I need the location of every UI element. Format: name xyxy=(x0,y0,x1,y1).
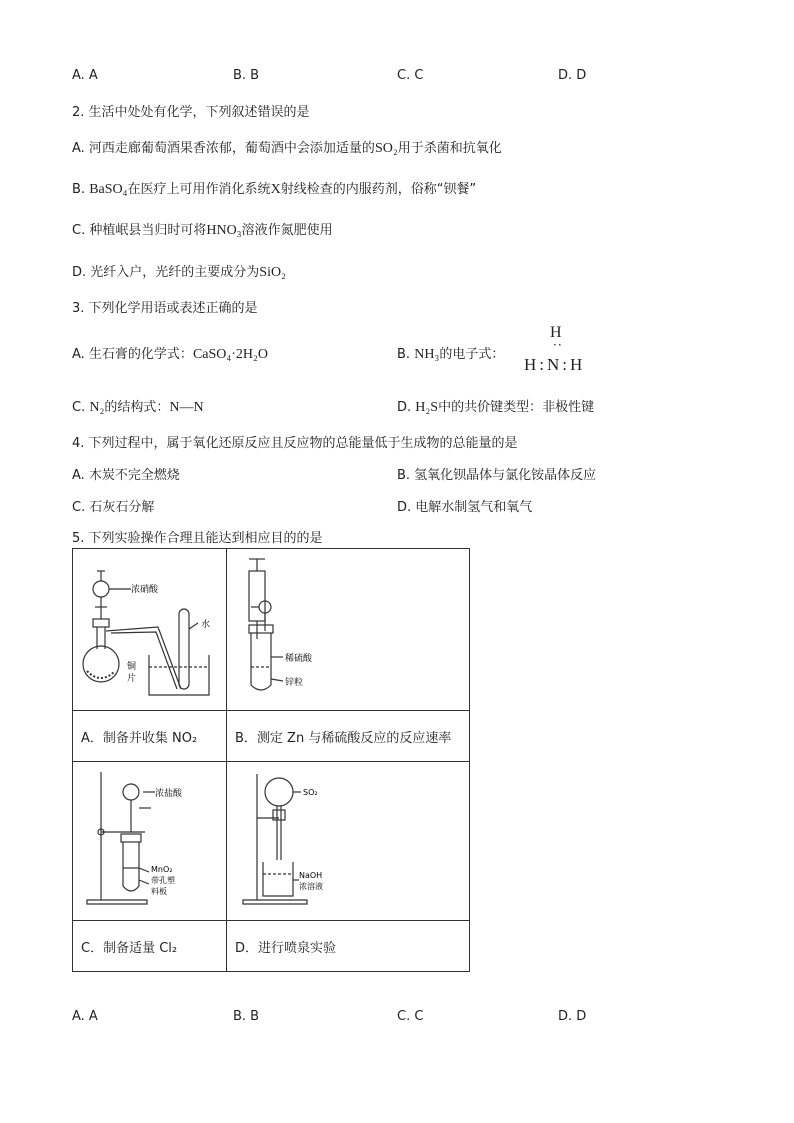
option-a: A. A xyxy=(72,1009,98,1024)
label-water: 水 xyxy=(201,620,211,630)
label-plate-2: 料板 xyxy=(151,887,167,896)
label-copper-2: 片 xyxy=(127,674,137,684)
label-copper-1: 铜 xyxy=(127,662,137,672)
q3-option-b: B. NH₃的电子式： xyxy=(397,347,505,362)
caption-a: A．制备并收集 NO₂ xyxy=(73,711,227,762)
q3-option-a: A. 生石膏的化学式：CaSO₄·2H₂O xyxy=(72,347,269,362)
option-c: C. C xyxy=(397,68,424,83)
option-b: B. B xyxy=(233,1009,260,1024)
option-d: D. D xyxy=(558,68,587,83)
q5-stem: 5. 下列实验操作合理且能达到相应目的的是 xyxy=(72,531,323,546)
q2-option-a: A. 河西走廊葡萄酒果香浓郁，葡萄酒中会添加适量的SO₂用于杀菌和抗氧化 xyxy=(72,141,502,156)
caption-b: B．测定 Zn 与稀硫酸反应的反应速率 xyxy=(227,711,470,762)
apparatus-c xyxy=(73,762,227,921)
q3-option-c: C. N₂的结构式：N—N xyxy=(72,400,204,415)
formula: N₂ xyxy=(89,400,105,415)
formula: HNO₃ xyxy=(206,223,242,238)
formula: NH₃ xyxy=(414,347,440,362)
lone-pair-dots: ·· xyxy=(553,338,563,352)
formula: SiO₂ xyxy=(259,265,286,280)
label-so2: SO₂ xyxy=(303,788,318,797)
label-dilute-sulfuric-acid: 稀硫酸 xyxy=(285,654,313,664)
label-conc-nitric-acid: 浓硝酸 xyxy=(131,585,159,595)
label-zinc: 锌粒 xyxy=(285,678,304,688)
label-conc-hcl: 浓盐酸 xyxy=(155,789,183,799)
caption-d: D．进行喷泉实验 xyxy=(227,921,470,972)
q2-option-c: C. 种植岷县当归时可将HNO₃溶液作氮肥使用 xyxy=(72,223,333,238)
q4-option-c: C. 石灰石分解 xyxy=(72,500,155,515)
option-c: C. C xyxy=(397,1009,424,1024)
q2-option-d: D. 光纤入户，光纤的主要成分为SiO₂ xyxy=(72,265,286,280)
option-b: B. B xyxy=(233,68,260,83)
electron-formula-top-h: H xyxy=(550,324,562,341)
structural-formula: N—N xyxy=(169,400,204,415)
q2-stem: 2. 生活中处处有化学，下列叙述错误的是 xyxy=(72,105,310,120)
experiment-table xyxy=(72,548,470,972)
option-d: D. D xyxy=(558,1009,587,1024)
q4-stem: 4. 下列过程中，属于氧化还原反应且反应物的总能量低于生成物的总能量的是 xyxy=(72,436,518,451)
formula: CaSO₄·2H₂O xyxy=(192,347,269,362)
q3-stem: 3. 下列化学用语或表述正确的是 xyxy=(72,301,258,316)
q4-option-b: B. 氢氧化钡晶体与氯化铵晶体反应 xyxy=(397,468,597,483)
caption-c: C．制备适量 Cl₂ xyxy=(73,921,227,972)
apparatus-b-drawing xyxy=(227,549,469,706)
label-naoh-2: 浓溶液 xyxy=(299,882,323,891)
label-plate-1: 带孔塑 xyxy=(151,876,175,885)
q4-option-d: D. 电解水制氢气和氧气 xyxy=(397,500,533,515)
apparatus-d-drawing xyxy=(227,762,469,916)
q3-option-d: D. H₂S中的共价键类型：非极性键 xyxy=(397,400,595,415)
q4-option-a: A. 木炭不完全燃烧 xyxy=(72,468,180,483)
apparatus-d xyxy=(227,762,470,921)
apparatus-a xyxy=(73,549,227,711)
apparatus-c-drawing xyxy=(73,762,226,916)
formula: SO₂ xyxy=(374,141,398,156)
apparatus-a-drawing xyxy=(73,549,226,706)
apparatus-b xyxy=(227,549,470,711)
electron-formula-row: H:N:H xyxy=(524,355,586,374)
label-naoh-1: NaOH xyxy=(299,871,323,880)
option-a: A. A xyxy=(72,68,98,83)
formula: BaSO₄ xyxy=(89,182,128,197)
label-mno2: MnO₂ xyxy=(151,865,173,874)
q2-option-b: B. BaSO₄在医疗上可用作消化系统X射线检查的内服药剂，俗称“钡餐” xyxy=(72,182,477,197)
formula: H₂S xyxy=(415,400,439,415)
